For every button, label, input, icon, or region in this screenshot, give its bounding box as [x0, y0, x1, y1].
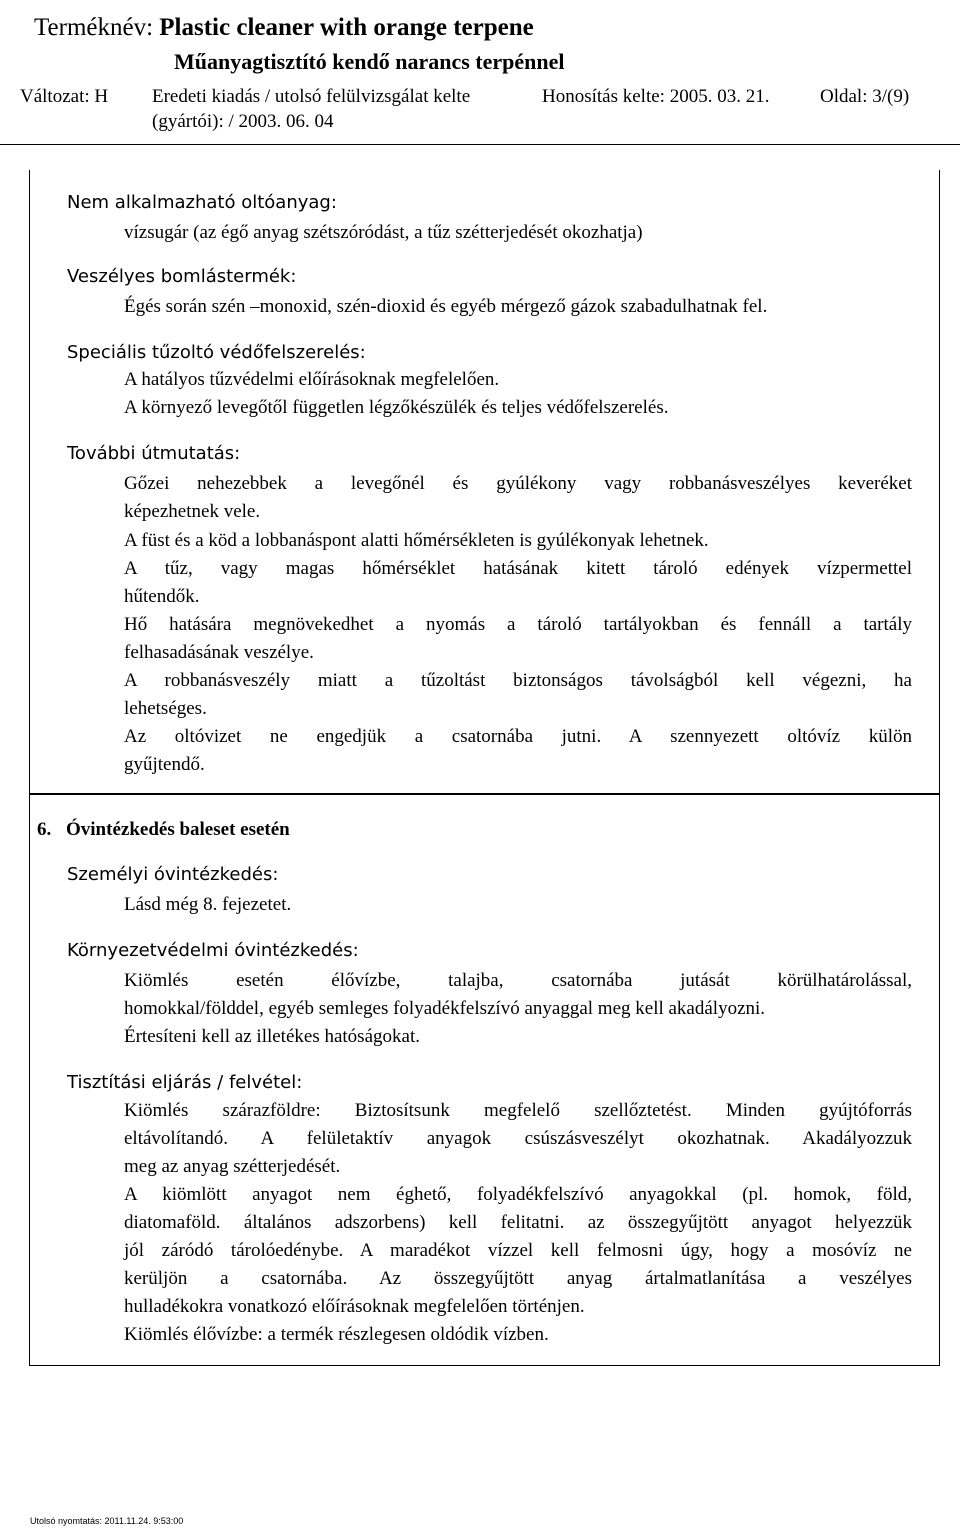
unsuitable-label: Nem alkalmazható oltóanyag:	[67, 192, 337, 213]
clean-line3: meg az anyag szétterjedését.	[124, 1156, 341, 1177]
manufacturer-date: (gyártói): / 2003. 06. 04	[152, 111, 334, 132]
further-label: További útmutatás:	[67, 443, 241, 464]
clean-label: Tisztítási eljárás / felvétel:	[67, 1072, 303, 1093]
clean-line9: Kiömlés élővízbe: a termék részlegesen oldódik vízben.	[124, 1324, 549, 1345]
unsuitable-text: vízsugár (az égő anyag szétszóródást, a tűz szétterjedését okozhatja)	[124, 222, 643, 243]
validation-date: Honosítás kelte: 2005. 03. 21.	[542, 86, 770, 107]
print-footer: Utolsó nyomtatás: 2011.11.24. 9:53:00	[30, 1516, 184, 1526]
further-p5a: A robbanásveszély miatt a tűzoltást biztonságos távolságból kell végezni, ha	[124, 670, 912, 691]
product-title	[34, 14, 534, 42]
page-number: Oldal: 3/(9)	[820, 86, 910, 107]
clean-line7: kerüljön a csatornába. Az összegyűjtött anyag ártalmatlanítása a veszélyes	[124, 1268, 912, 1289]
env-line3: Értesíteni kell az illetékes hatóságokat.	[124, 1026, 420, 1047]
env-label: Környezetvédelmi óvintézkedés:	[67, 940, 359, 961]
personal-text: Lásd még 8. fejezetet.	[124, 894, 292, 915]
product-label: Terméknév:	[34, 14, 154, 41]
further-p4a: Hő hatására megnövekedhet a nyomás a tároló tartályokban és fennáll a tartály	[124, 614, 912, 635]
further-p5b: lehetséges.	[124, 698, 207, 719]
clean-line5: diatomaföld. általános adszorbens) kell felitatni. az összegyűjtött anyagot helyezzük	[124, 1212, 912, 1233]
hazardous-text: Égés során szén –monoxid, szén-dioxid és egyéb mérgező gázok szabadulhatnak fel.	[124, 296, 768, 317]
env-line2: homokkal/földdel, egyéb semleges folyadékfelszívó anyaggal meg kell akadályozni.	[124, 998, 766, 1019]
clean-line8: hulladékokra vonatkozó előírásoknak megfelelően történjen.	[124, 1296, 585, 1317]
hazardous-label: Veszélyes bomlástermék:	[67, 266, 297, 287]
further-p2: A füst és a köd a lobbanáspont alatti hőmérsékleten is gyúlékonyak lehetnek.	[124, 530, 709, 551]
section6-title: Óvintézkedés baleset esetén	[66, 819, 290, 840]
special-label: Speciális tűzoltó védőfelszerelés:	[67, 342, 366, 363]
clean-line1: Kiömlés szárazföldre: Biztosítsunk megfelelő szellőztetést. Minden gyújtóforrás	[124, 1100, 912, 1121]
original-issue: Eredeti kiadás / utolsó felülvizsgálat kelte	[152, 86, 471, 107]
further-p3b: hűtendők.	[124, 586, 200, 607]
further-p1b: képezhetnek vele.	[124, 501, 261, 522]
version: Változat: H	[20, 86, 109, 107]
personal-label: Személyi óvintézkedés:	[67, 864, 279, 885]
further-p6b: gyűjtendő.	[124, 754, 205, 775]
product-name-hu: Műanyagtisztító kendő narancs terpénnel	[174, 49, 565, 74]
further-p6a: Az oltóvizet ne engedjük a csatornába jutni. A szennyezett oltóvíz külön	[124, 726, 912, 747]
further-p1a: Gőzei nehezebbek a levegőnél és gyúlékony vagy robbanásveszélyes keveréket	[124, 473, 912, 494]
clean-line6: jól záródó tárolóedénybe. A maradékot vízzel kell felmosni úgy, hogy a mosóvíz ne	[124, 1240, 912, 1261]
clean-line2: eltávolítandó. A felületaktív anyagok csúszásveszélyt okozhatnak. Akadályozzuk	[124, 1128, 912, 1149]
special-line1: A hatályos tűzvédelmi előírásoknak megfelelően.	[124, 369, 500, 390]
further-p4b: felhasadásának veszélye.	[124, 642, 314, 663]
clean-line4: A kiömlött anyagot nem éghető, folyadékfelszívó anyagokkal (pl. homok, föld,	[124, 1184, 912, 1205]
env-line1: Kiömlés esetén élővízbe, talajba, csatornába jutását körülhatárolással,	[124, 970, 912, 991]
special-line2: A környező levegőtől független légzőkészülék és teljes védőfelszerelés.	[124, 397, 669, 418]
product-name: Plastic cleaner with orange terpene	[159, 14, 534, 41]
further-p3a: A tűz, vagy magas hőmérséklet hatásának kitett tároló edények vízpermettel	[124, 558, 912, 579]
section6-number: 6.	[37, 819, 52, 840]
document-header	[0, 0, 960, 145]
